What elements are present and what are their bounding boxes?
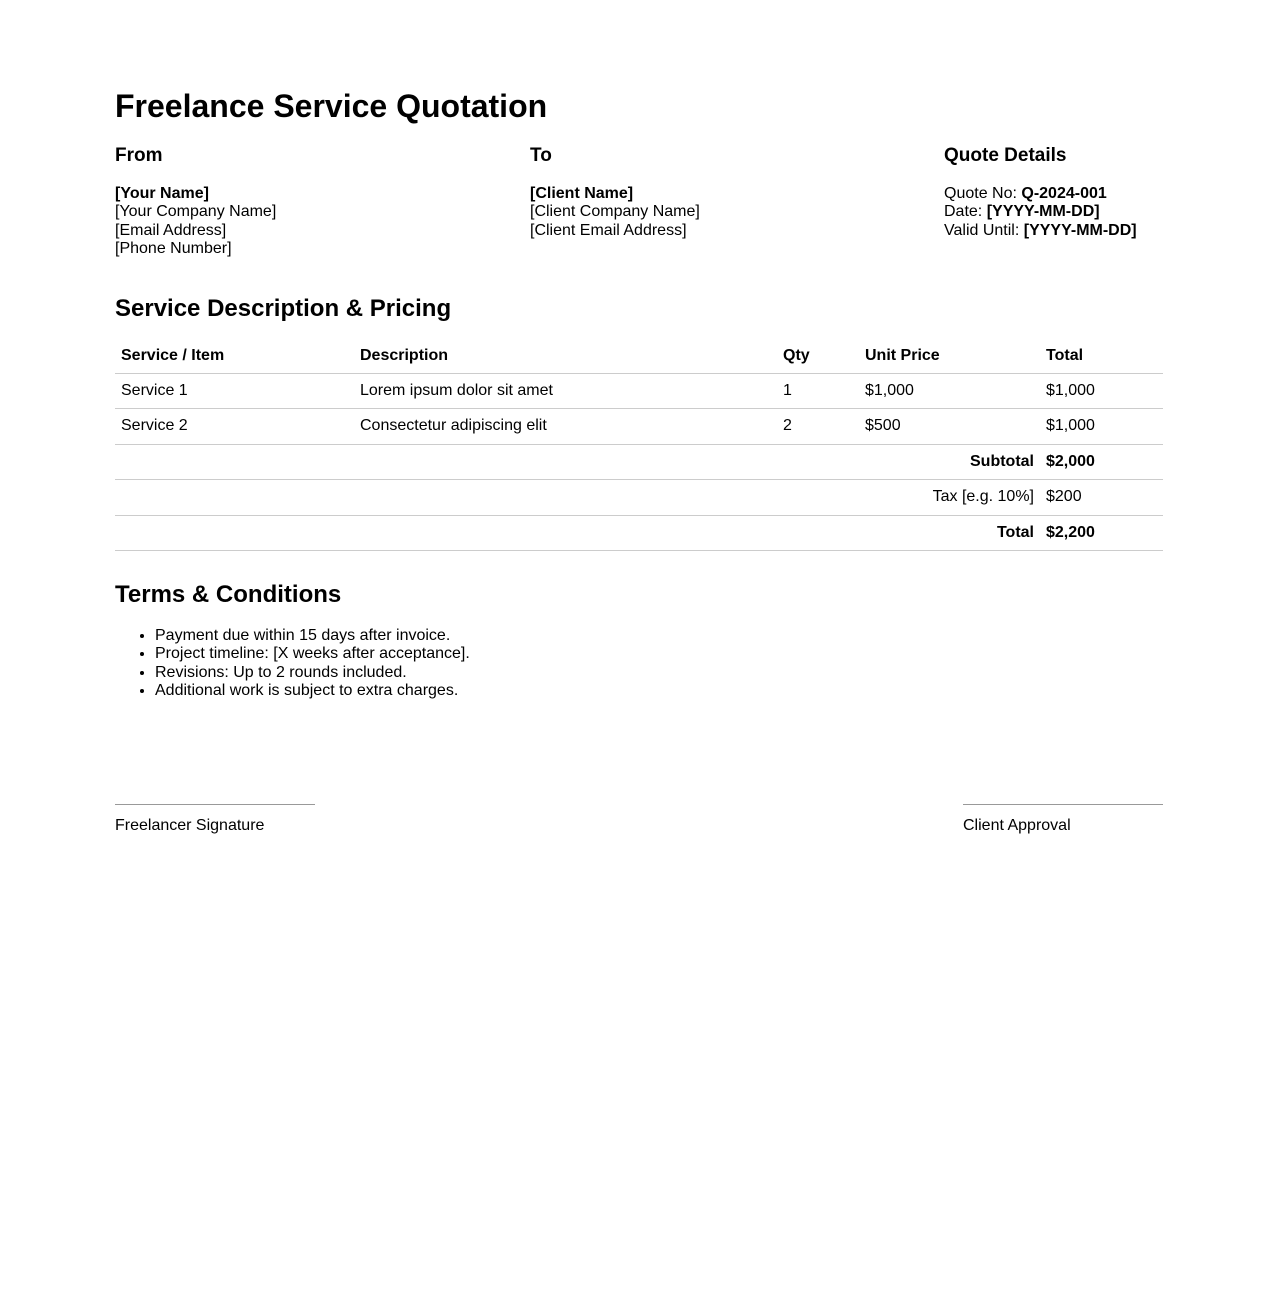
subtotal-label: Subtotal xyxy=(115,444,1040,479)
to-block xyxy=(530,146,944,259)
unit-price-cell: $500 xyxy=(859,409,1040,444)
parties-section xyxy=(115,146,1163,259)
unit-price-cell: $1,000 xyxy=(859,373,1040,408)
from-name: [Your Name] xyxy=(115,185,209,202)
service-item-cell: Service 1 xyxy=(115,373,354,408)
freelancer-signature-block xyxy=(115,804,315,835)
client-approval-label: Client Approval xyxy=(963,817,1071,835)
subtotal-value: $2,000 xyxy=(1040,444,1163,479)
quote-no-value: Q-2024-001 xyxy=(1021,185,1107,202)
grand-total-value: $2,200 xyxy=(1040,515,1163,550)
pricing-table xyxy=(115,339,1163,551)
date-value: [YYYY-MM-DD] xyxy=(986,203,1100,221)
from-heading: From xyxy=(115,145,163,166)
quote-details-block xyxy=(944,146,1163,259)
client-email: [Client Email Address] xyxy=(530,221,687,239)
description-cell: Lorem ipsum dolor sit amet xyxy=(354,373,777,408)
from-phone: [Phone Number] xyxy=(115,240,232,258)
list-item: • Payment due within 15 days after invoice. xyxy=(155,627,1163,645)
from-details xyxy=(115,185,530,259)
table-row xyxy=(115,409,1163,444)
col-qty: Qty xyxy=(777,339,859,374)
signatures-section xyxy=(115,804,1163,835)
to-heading: To xyxy=(530,145,552,166)
valid-until-value: [YYYY-MM-DD] xyxy=(1023,221,1137,239)
list-item: • Revisions: Up to 2 rounds included. xyxy=(155,664,1163,682)
from-email: [Email Address] xyxy=(115,221,227,239)
client-approval-block xyxy=(963,804,1163,835)
qty-cell: 1 xyxy=(777,373,859,408)
freelancer-signature-label: Freelancer Signature xyxy=(115,817,265,835)
page-title: Freelance Service Quotation xyxy=(115,88,548,124)
to-details xyxy=(530,185,944,240)
list-item: • Project timeline: [X weeks after acceptance]. xyxy=(155,645,1163,663)
col-total: Total xyxy=(1040,339,1163,374)
pricing-heading: Service Description & Pricing xyxy=(115,294,452,322)
col-unit-price: Unit Price xyxy=(859,339,1040,374)
grand-total-row xyxy=(115,515,1163,550)
terms-heading: Terms & Conditions xyxy=(115,580,342,608)
quote-details-heading: Quote Details xyxy=(944,145,1067,166)
qty-cell: 2 xyxy=(777,409,859,444)
service-item-cell: Service 2 xyxy=(115,409,354,444)
total-cell: $1,000 xyxy=(1040,373,1163,408)
tax-value: $200 xyxy=(1040,480,1163,515)
description-cell: Consectetur adipiscing elit xyxy=(354,409,777,444)
terms-list xyxy=(115,627,1163,701)
date-label: Date: xyxy=(944,203,987,221)
tax-row xyxy=(115,480,1163,515)
client-name: [Client Name] xyxy=(530,185,634,202)
quotation-document xyxy=(115,0,1163,836)
table-row xyxy=(115,373,1163,408)
quote-no-label: Quote No: xyxy=(944,185,1022,202)
total-cell: $1,000 xyxy=(1040,409,1163,444)
tax-label: Tax [e.g. 10%] xyxy=(115,480,1040,515)
grand-total-label: Total xyxy=(115,515,1040,550)
quote-details xyxy=(944,185,1163,240)
col-service-item: Service / Item xyxy=(115,339,354,374)
pricing-header-row xyxy=(115,339,1163,374)
list-item: • Additional work is subject to extra charges. xyxy=(155,682,1163,700)
from-company: [Your Company Name] xyxy=(115,203,277,221)
valid-until-label: Valid Until: xyxy=(944,221,1024,239)
client-company: [Client Company Name] xyxy=(530,203,700,221)
subtotal-row xyxy=(115,444,1163,479)
from-block xyxy=(115,146,530,259)
col-description: Description xyxy=(354,339,777,374)
